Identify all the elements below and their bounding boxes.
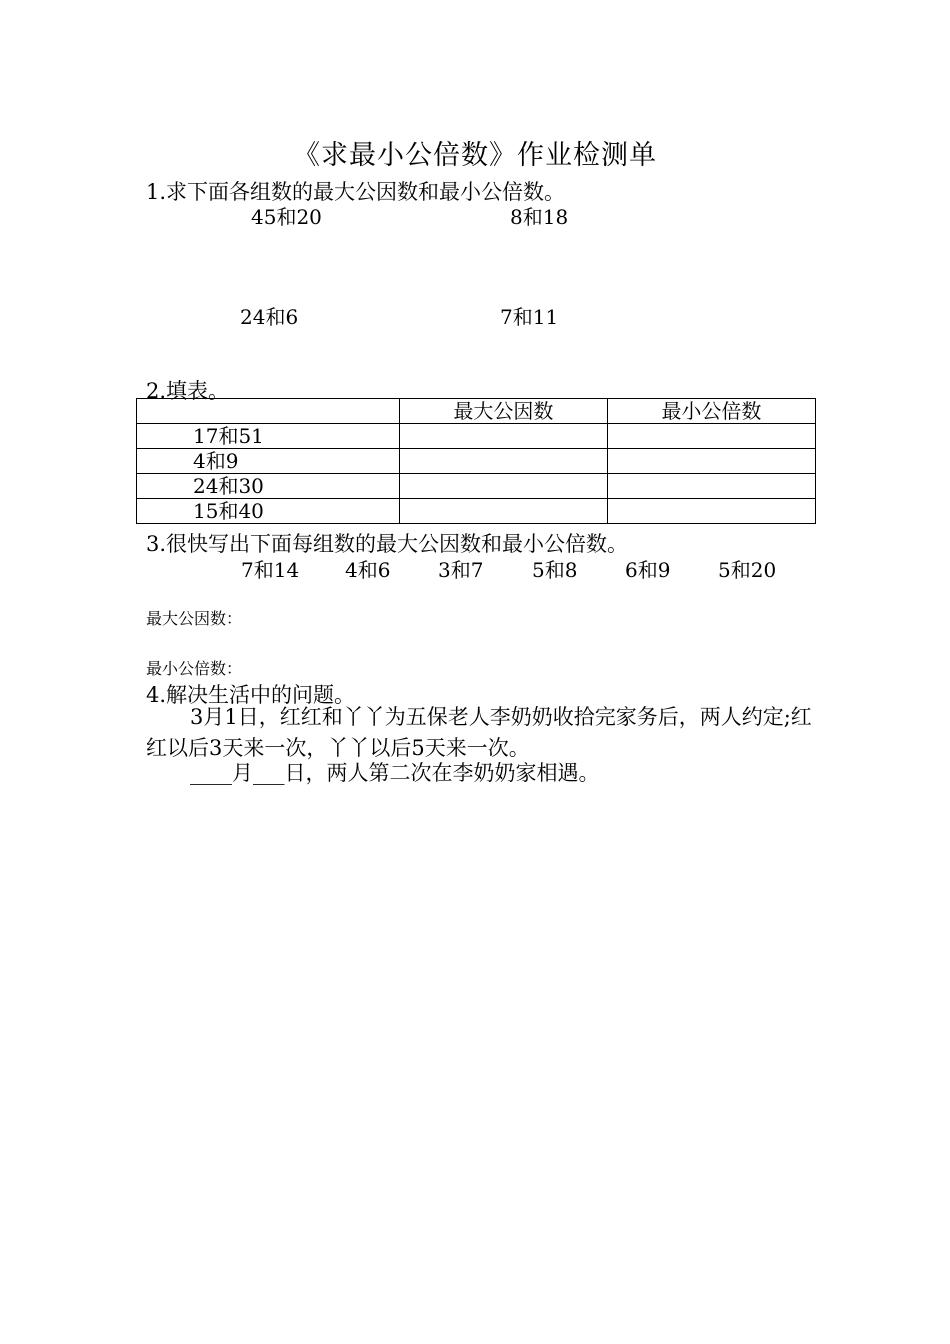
table-cell-pair: 24和30 bbox=[137, 474, 400, 499]
q3-pair: 7和14 bbox=[241, 558, 300, 582]
answer-cell-lcm[interactable] bbox=[607, 424, 815, 449]
table-row bbox=[137, 424, 816, 449]
answer-cell-lcm[interactable] bbox=[607, 499, 815, 524]
table-header-cell: 最大公因数 bbox=[399, 399, 607, 424]
answer-cell-lcm[interactable] bbox=[607, 474, 815, 499]
q1-pair: 8和18 bbox=[510, 205, 569, 229]
word-problem-text: 3月1日，红红和丫丫为五保老人李奶奶收拾完家务后，两人约定;红红以后3天来一次，丫丫以后5天来一次。 bbox=[146, 705, 812, 760]
answer-cell-gcd[interactable] bbox=[399, 449, 607, 474]
lcm-answer-label: 最小公倍数： bbox=[146, 659, 243, 678]
table-cell-pair: 17和51 bbox=[137, 424, 400, 449]
question-2-heading: 2.填表。 bbox=[146, 379, 230, 403]
question-1-heading: 1.求下面各组数的最大公因数和最小公倍数。 bbox=[146, 180, 566, 204]
answer-cell-gcd[interactable] bbox=[399, 499, 607, 524]
fill-in-table bbox=[136, 398, 816, 524]
answer-cell-lcm[interactable] bbox=[607, 449, 815, 474]
answer-cell-gcd[interactable] bbox=[399, 424, 607, 449]
table-row bbox=[137, 499, 816, 524]
q3-pair: 3和7 bbox=[438, 558, 484, 582]
q3-pair: 6和9 bbox=[625, 558, 671, 582]
answer-cell-gcd[interactable] bbox=[399, 474, 607, 499]
table-row bbox=[137, 474, 816, 499]
table-row bbox=[137, 449, 816, 474]
q1-pair: 45和20 bbox=[251, 205, 322, 229]
table-cell-pair: 4和9 bbox=[137, 449, 400, 474]
page-title: 《求最小公倍数》作业检测单 bbox=[293, 140, 657, 171]
answer-line: ____月___日，两人第二次在李奶奶家相遇。 bbox=[190, 761, 600, 785]
question-4-heading: 4.解决生活中的问题。 bbox=[146, 683, 356, 707]
question-3-heading: 3.很快写出下面每组数的最大公因数和最小公倍数。 bbox=[146, 532, 629, 556]
table-header-row bbox=[137, 399, 816, 424]
table-header-cell bbox=[137, 399, 400, 424]
table-header-cell: 最小公倍数 bbox=[607, 399, 815, 424]
gcd-answer-label: 最大公因数： bbox=[146, 609, 243, 628]
q3-pair: 5和8 bbox=[532, 558, 578, 582]
table-cell-pair: 15和40 bbox=[137, 499, 400, 524]
q1-pair: 24和6 bbox=[240, 305, 299, 329]
q3-pair: 5和20 bbox=[718, 558, 777, 582]
q1-pair: 7和11 bbox=[500, 305, 559, 329]
q3-pair: 4和6 bbox=[345, 558, 391, 582]
